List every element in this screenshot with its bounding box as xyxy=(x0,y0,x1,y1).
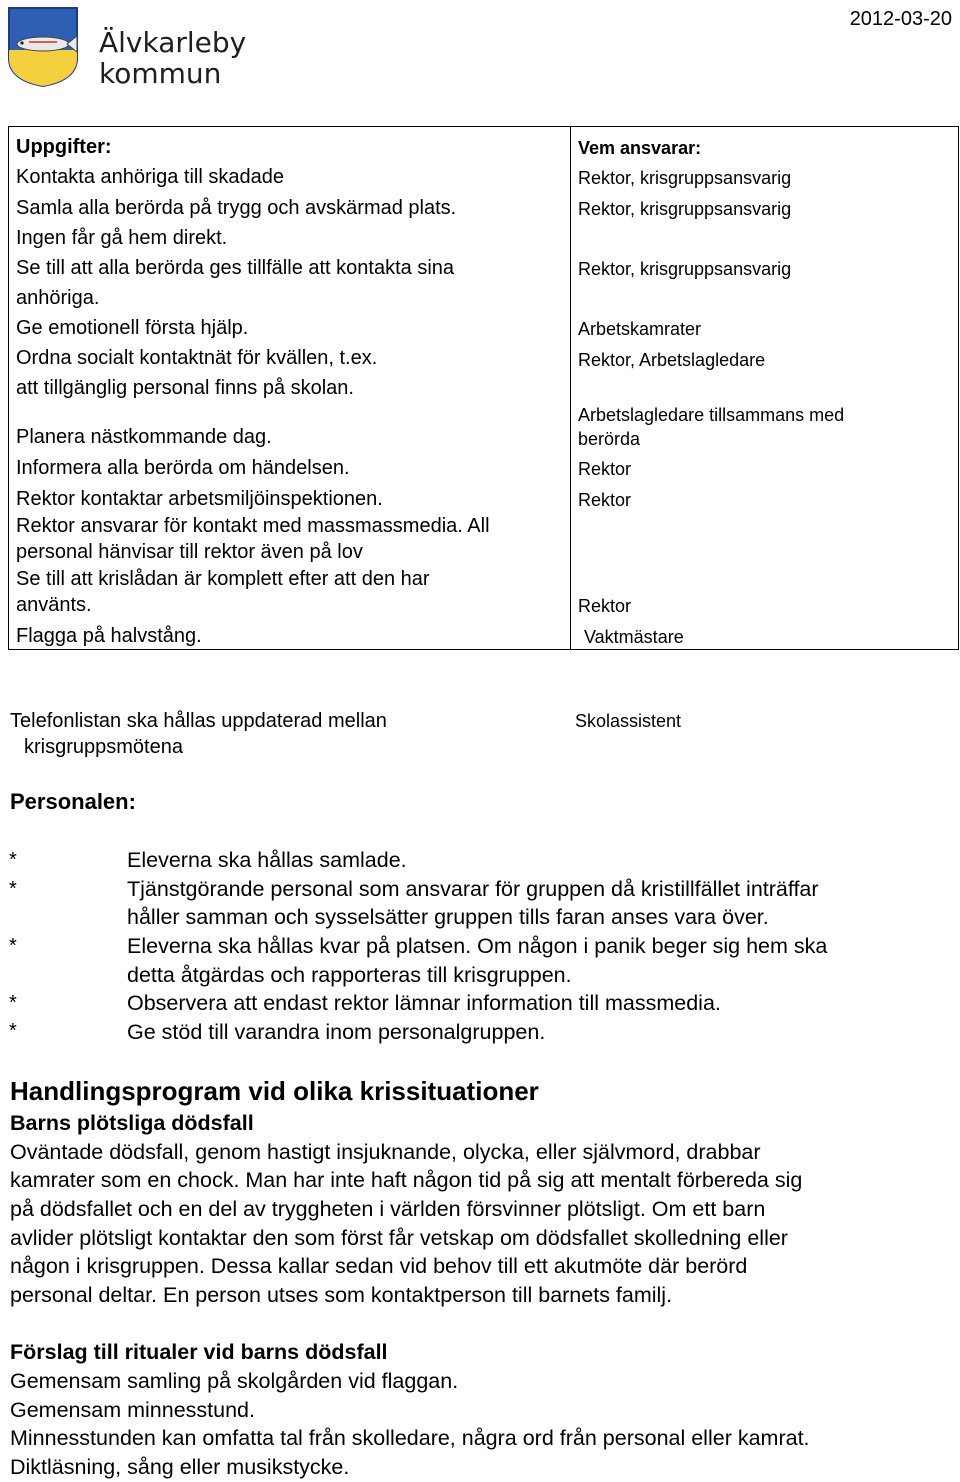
task-line: Se till att alla berörda ges tillfälle att kontakta sina xyxy=(16,257,455,279)
responsible-line: Rektor, krisgruppsansvarig xyxy=(578,199,792,219)
task-line: personal hänvisar till rektor även på lov xyxy=(16,541,363,563)
document-date: 2012-03-20 xyxy=(849,8,952,30)
responsible-line: Rektor, krisgruppsansvarig xyxy=(578,259,792,279)
section1-line: kamrater som en chock. Man har inte haft någon tid på sig att mentalt förbereda sig xyxy=(10,1168,803,1192)
task-line: Ge emotionell första hjälp. xyxy=(16,317,249,339)
section1-heading: Barns plötsliga dödsfall xyxy=(10,1111,254,1135)
kommun-name-line1: Älvkarleby xyxy=(99,26,247,59)
section1-line: Oväntade dödsfall, genom hastigt insjuknande, olycka, eller självmord, drabbar xyxy=(10,1140,761,1164)
responsible-line: Rektor xyxy=(578,490,632,510)
task-line: använts. xyxy=(16,594,92,616)
section1-line: avlider plötsligt kontaktar den som först får vetskap om dödsfallet skolledning eller xyxy=(10,1226,788,1250)
responsible-line: Arbetskamrater xyxy=(578,319,702,339)
phone-note-line2: krisgruppsmötena xyxy=(24,736,183,758)
staff-heading: Personalen: xyxy=(10,789,136,814)
section2-line: Minnesstunden kan omfatta tal från skolledare, några ord från personal eller kamrat. xyxy=(10,1426,810,1450)
section2-line: Gemensam samling på skolgården vid flaggan. xyxy=(10,1369,459,1393)
bullet-star: * xyxy=(9,1020,17,1042)
section1-line: personal deltar. En person utses som kontaktperson till barnets familj. xyxy=(10,1283,673,1307)
bullet-star: * xyxy=(9,849,17,871)
staff-item-line: håller samman och sysselsätter gruppen tills faran anses vara över. xyxy=(127,905,769,929)
kommun-name xyxy=(99,27,246,89)
responsible-line: Vaktmästare xyxy=(584,627,684,647)
task-line: Informera alla berörda om händelsen. xyxy=(16,457,350,479)
section2-line: Gemensam minnesstund. xyxy=(10,1398,255,1422)
task-line: anhöriga. xyxy=(16,287,100,309)
section1-line: någon i krisgruppen. Dessa kallar sedan vid behov till ett akutmöte där berörd xyxy=(10,1254,748,1278)
task-line: Ordna socialt kontaktnät för kvällen, t.ex. xyxy=(16,347,378,369)
responsible-line: berörda xyxy=(578,429,641,449)
responsible-line: Arbetslagledare tillsammans med xyxy=(578,405,845,425)
task-line: Rektor ansvarar för kontakt med massmassmedia. All xyxy=(16,515,490,537)
task-line: Samla alla berörda på trygg och avskärmad plats. xyxy=(16,197,457,219)
bullet-star: * xyxy=(9,992,17,1014)
bullet-star: * xyxy=(9,935,17,957)
task-line: Ingen får gå hem direkt. xyxy=(16,227,228,249)
responsible-line: Rektor, Arbetslagledare xyxy=(578,350,766,370)
section1-line: på dödsfallet och en del av tryggheten i världen försvinner plötsligt. Om ett barn xyxy=(10,1197,766,1221)
section2-heading: Förslag till ritualer vid barns dödsfall xyxy=(10,1340,388,1364)
task-line: Rektor kontaktar arbetsmiljöinspektionen. xyxy=(16,488,383,510)
staff-item-line: Ge stöd till varandra inom personalgruppen. xyxy=(127,1020,546,1044)
task-line: Kontakta anhöriga till skadade xyxy=(16,166,284,188)
staff-item-line: Eleverna ska hållas kvar på platsen. Om någon i panik beger sig hem ska xyxy=(127,934,828,958)
task-line: Se till att krislådan är komplett efter att den har xyxy=(16,568,430,590)
task-line: Planera nästkommande dag. xyxy=(16,426,272,448)
tasks-header: Uppgifter: xyxy=(16,136,112,158)
section2-line: Diktläsning, sång eller musikstycke. xyxy=(10,1455,350,1479)
responsible-header: Vem ansvarar: xyxy=(578,138,702,158)
kommun-name-line2: kommun xyxy=(99,57,222,90)
program-title: Handlingsprogram vid olika krissituationer xyxy=(10,1076,539,1106)
staff-item-line: Eleverna ska hållas samlade. xyxy=(127,848,407,872)
task-line: att tillgänglig personal finns på skolan. xyxy=(16,377,354,399)
phone-note-responsible: Skolassistent xyxy=(575,711,682,731)
task-line: Flagga på halvstång. xyxy=(16,625,202,647)
staff-item-line: Observera att endast rektor lämnar information till massmedia. xyxy=(127,991,721,1015)
kommun-coat-of-arms-logo xyxy=(7,6,79,88)
bullet-star: * xyxy=(9,878,17,900)
responsible-line: Rektor xyxy=(578,596,632,616)
staff-item-line: detta åtgärdas och rapporteras till krisgruppen. xyxy=(127,963,572,987)
staff-item-line: Tjänstgörande personal som ansvarar för gruppen då kristillfället inträffar xyxy=(127,877,819,901)
responsible-line: Rektor xyxy=(578,459,632,479)
responsible-line: Rektor, krisgruppsansvarig xyxy=(578,168,792,188)
phone-note-line1: Telefonlistan ska hållas uppdaterad mellan xyxy=(10,710,387,732)
